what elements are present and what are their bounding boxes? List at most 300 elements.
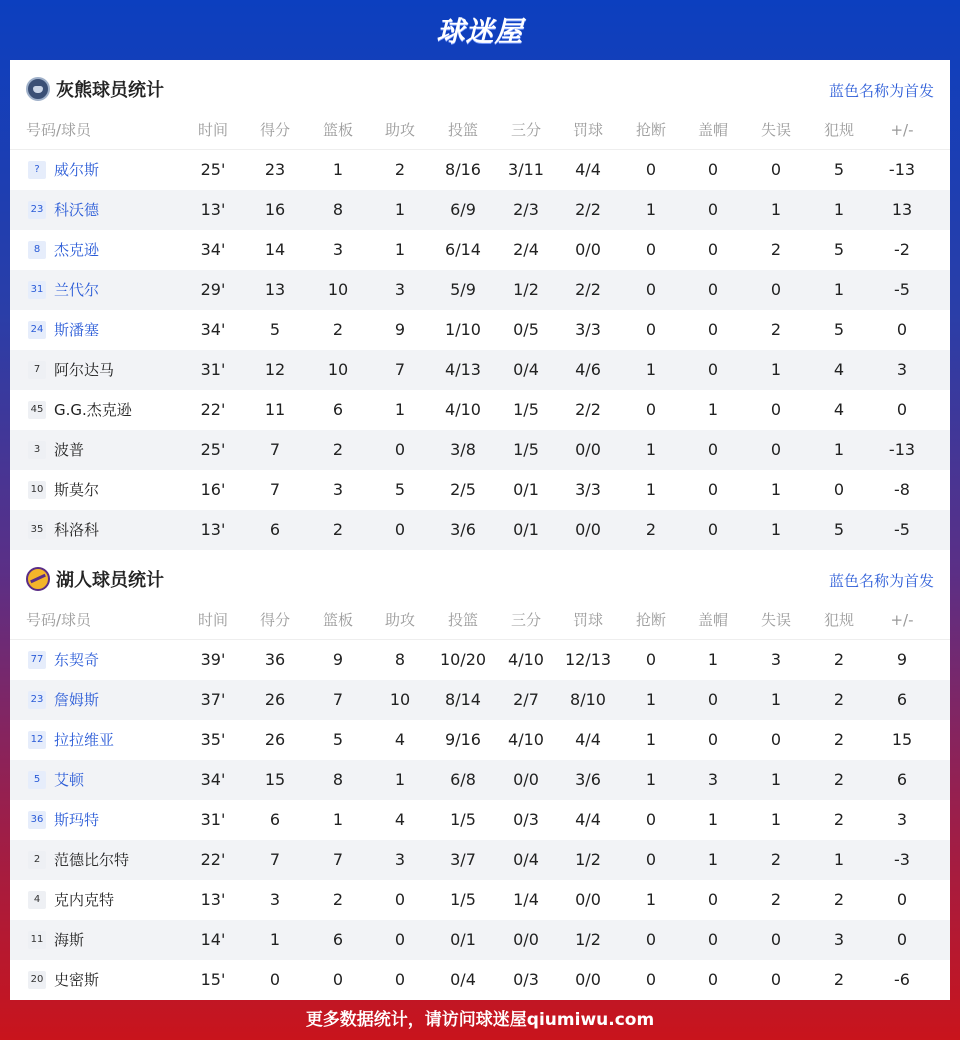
player-name[interactable]: 斯玛特 [54,811,100,829]
stat-cell: 1 [394,770,406,789]
stat-cell: 6 [332,930,344,949]
column-header[interactable]: 失误 [760,611,791,629]
stat-cell: 2/7 [513,690,539,709]
stat-cell: 1/5 [513,440,539,459]
stat-cell: 5 [833,240,845,259]
stat-cell: 0/0 [575,970,601,989]
stat-cell: 0/4 [450,970,476,989]
stat-cell: 0 [770,930,782,949]
stat-cell: 6 [269,520,281,539]
player-row[interactable] [10,840,950,880]
player-row[interactable] [10,270,950,310]
jersey-number: 4 [28,891,46,909]
stat-cell: 5 [332,730,344,749]
lakers-logo-icon [26,567,50,591]
player-row[interactable] [10,310,950,350]
stat-cell: 2 [833,730,845,749]
jersey-number: 23 [28,691,46,709]
stat-cell: 0 [394,890,406,909]
stat-cell: 9 [896,650,908,669]
stat-cell: 3 [394,280,406,299]
stat-cell: 0 [645,970,657,989]
column-header[interactable]: 助攻 [384,611,415,629]
stat-cell: 1 [645,730,657,749]
stat-cell: 0 [645,240,657,259]
stat-cell: 1 [707,810,719,829]
stat-cell: 8 [394,650,406,669]
stat-cell: 3 [332,480,344,499]
stat-cell: 36 [264,650,286,669]
stat-cell: 10 [389,690,411,709]
starter-note: 蓝色名称为首发 [828,572,934,590]
stat-cell: 13' [200,200,226,219]
stat-cell: 0/0 [513,770,539,789]
player-row[interactable] [10,390,950,430]
stat-cell: 13 [264,280,286,299]
stat-cell: 2 [332,440,344,459]
stat-cell: 1 [770,480,782,499]
player-row[interactable] [10,350,950,390]
stat-cell: 4/10 [508,730,544,749]
player-name[interactable]: 杰克逊 [54,241,100,259]
stat-cell: 1 [394,240,406,259]
stat-cell: 0/3 [513,970,539,989]
stat-cell: 2/2 [575,280,601,299]
stat-cell: 2 [770,240,782,259]
stat-cell: 4/10 [508,650,544,669]
stat-cell: 2 [833,890,845,909]
stat-cell: 3 [770,650,782,669]
jersey-number: ? [28,161,46,179]
stat-cell: 39' [200,650,226,669]
stat-cell: 6 [896,770,908,789]
jersey-number: 20 [28,971,46,989]
stat-cell: 0 [394,520,406,539]
stat-cell: 0 [645,160,657,179]
stat-cell: 1/5 [450,810,476,829]
stat-cell: 3/3 [575,320,601,339]
stat-cell: 3/11 [508,160,544,179]
stat-cell: 5 [833,320,845,339]
stat-cell: 13 [891,200,913,219]
stat-cell: 1 [770,810,782,829]
jersey-number: 10 [28,481,46,499]
stat-cell: 0 [269,970,281,989]
stat-cell: 0 [707,520,719,539]
stat-cell: 1 [645,440,657,459]
column-header[interactable]: 罚球 [572,611,603,629]
starter-note: 蓝色名称为首发 [828,82,934,100]
stat-cell: -13 [888,160,916,179]
stat-cell: 0/0 [575,440,601,459]
stat-cell: 2 [332,890,344,909]
grizzlies-logo-icon [26,77,50,101]
player-name[interactable]: 斯莫尔 [54,481,100,499]
stat-cell: 3 [833,930,845,949]
player-row[interactable] [10,920,950,960]
jersey-number: 11 [28,931,46,949]
stat-cell: 31' [200,360,226,379]
stat-cell: 0 [707,360,719,379]
stat-cell: 15 [891,730,913,749]
stat-cell: 0/0 [575,890,601,909]
player-row[interactable] [10,680,950,720]
stat-cell: 0 [770,970,782,989]
player-name[interactable]: 史密斯 [54,971,100,989]
stat-cell: 0 [707,970,719,989]
stat-cell: 9 [394,320,406,339]
column-header-row [10,600,950,640]
stat-cell: 1 [707,650,719,669]
player-row[interactable] [10,230,950,270]
stat-cell: 1 [269,930,281,949]
column-header[interactable]: 投篮 [447,121,478,139]
stat-cell: 1 [645,890,657,909]
stat-cell: 12 [264,360,286,379]
stat-cell: 6/9 [450,200,476,219]
column-header[interactable]: +/- [890,121,914,139]
column-header[interactable]: 盖帽 [697,611,728,629]
stat-cell: 8 [332,770,344,789]
column-header-player: 号码/球员 [26,121,92,139]
stat-cell: 6/8 [450,770,476,789]
jersey-number: 35 [28,521,46,539]
player-name[interactable]: 斯潘塞 [54,321,100,339]
stat-cell: 25' [200,440,226,459]
stat-cell: 6 [269,810,281,829]
stat-cell: 0 [896,400,908,419]
column-header[interactable]: 得分 [259,611,290,629]
stat-cell: 7 [269,850,281,869]
player-row[interactable] [10,430,950,470]
stat-cell: 1 [770,770,782,789]
stat-cell: 3/6 [450,520,476,539]
stat-cell: 4/4 [575,160,601,179]
jersey-number: 36 [28,811,46,829]
stat-cell: -8 [894,480,910,499]
column-header[interactable]: 抢断 [635,121,666,139]
stat-cell: 1 [707,850,719,869]
stat-cell: 0/5 [513,320,539,339]
column-header[interactable]: 得分 [259,121,290,139]
stat-cell: 1/2 [575,930,601,949]
player-row[interactable] [10,190,950,230]
column-header[interactable]: 投篮 [447,611,478,629]
column-header-row [10,110,950,150]
stat-cell: 8/10 [570,690,606,709]
column-header[interactable]: 失误 [760,121,791,139]
stat-cell: 3 [707,770,719,789]
stat-cell: -13 [888,440,916,459]
stat-cell: 1 [770,520,782,539]
stat-cell: 2/2 [575,400,601,419]
stat-cell: 31' [200,810,226,829]
column-header[interactable]: 犯规 [823,121,854,139]
stat-cell: 1/5 [450,890,476,909]
stat-cell: 4 [394,810,406,829]
stat-cell: 3 [896,360,908,379]
stat-cell: 34' [200,770,226,789]
column-header[interactable]: 助攻 [384,121,415,139]
stat-cell: 2/2 [575,200,601,219]
stat-cell: 0 [896,320,908,339]
stat-cell: 1 [332,160,344,179]
stat-cell: 34' [200,240,226,259]
stat-cell: 11 [264,400,286,419]
stat-cell: 10 [327,280,349,299]
stat-cell: 0 [645,320,657,339]
stat-cell: 1 [645,200,657,219]
brand-logo: 球迷屋 [436,15,524,48]
stat-cell: 5 [269,320,281,339]
stat-cell: 6 [332,400,344,419]
stat-cell: 0 [707,200,719,219]
stat-cell: 1 [707,400,719,419]
player-row[interactable] [10,640,950,680]
stat-cell: 29' [200,280,226,299]
stat-cell: 1 [833,850,845,869]
player-row[interactable] [10,960,950,1000]
player-row[interactable] [10,150,950,190]
stat-cell: 0 [896,890,908,909]
stat-cell: 1 [645,770,657,789]
player-name[interactable]: 艾顿 [54,771,85,789]
jersey-number: 77 [28,651,46,669]
stat-cell: 0 [770,400,782,419]
stat-cell: 0 [707,240,719,259]
stat-cell: 2/3 [513,200,539,219]
column-header[interactable]: 篮板 [322,121,353,139]
stat-cell: 3/8 [450,440,476,459]
column-header[interactable]: 罚球 [572,121,603,139]
player-name[interactable]: 兰代尔 [54,281,100,299]
stat-cell: 2 [833,690,845,709]
stat-cell: 7 [269,480,281,499]
column-header[interactable]: 犯规 [823,611,854,629]
stat-cell: 4/10 [445,400,481,419]
stat-cell: 0 [707,730,719,749]
stat-cell: 1/2 [513,280,539,299]
footer-banner[interactable]: 更多数据统计，请访问球迷屋qiumiwu.com [305,1010,655,1030]
stat-cell: 13' [200,890,226,909]
column-header[interactable]: 时间 [197,611,228,629]
stat-cell: 23 [264,160,286,179]
player-name[interactable]: 威尔斯 [54,161,100,179]
stat-cell: 8/16 [445,160,481,179]
stat-cell: 4 [394,730,406,749]
stat-cell: 0/1 [450,930,476,949]
player-row[interactable] [10,720,950,760]
stat-cell: 0 [645,810,657,829]
stat-cell: 0 [707,690,719,709]
stat-cell: 0 [394,970,406,989]
stat-cell: -5 [894,280,910,299]
jersey-number: 3 [28,441,46,459]
column-header[interactable]: 盖帽 [697,121,728,139]
stat-cell: 26 [264,690,286,709]
stat-cell: 0/4 [513,360,539,379]
stat-cell: 4/6 [575,360,601,379]
column-header[interactable]: +/- [890,611,914,629]
stat-cell: 0 [645,930,657,949]
stat-cell: 0/1 [513,520,539,539]
stat-cell: 1/2 [575,850,601,869]
player-name[interactable]: 海斯 [54,931,85,949]
stat-cell: 2 [833,810,845,829]
jersey-number: 23 [28,201,46,219]
stat-cell: 4 [833,400,845,419]
stat-cell: 6 [896,690,908,709]
stat-cell: 0/0 [513,930,539,949]
player-name[interactable]: 东契奇 [54,651,100,669]
stat-cell: 0/1 [513,480,539,499]
player-row[interactable] [10,510,950,550]
stat-cell: 13' [200,520,226,539]
jersey-number: 45 [28,401,46,419]
stat-cell: 1 [645,690,657,709]
stat-cell: 0 [707,440,719,459]
player-row[interactable] [10,470,950,510]
stat-cell: 1 [645,360,657,379]
stat-cell: 14' [200,930,226,949]
stat-cell: 2/4 [513,240,539,259]
stat-cell: 5 [833,160,845,179]
stat-cell: 7 [332,850,344,869]
jersey-number: 2 [28,851,46,869]
stat-cell: 1 [833,440,845,459]
column-header[interactable]: 三分 [510,121,541,139]
stat-cell: 1 [394,200,406,219]
stat-cell: 0 [707,160,719,179]
stat-cell: -5 [894,520,910,539]
stat-cell: 3/7 [450,850,476,869]
stat-cell: 7 [332,690,344,709]
stat-cell: 4/13 [445,360,481,379]
stat-cell: 0 [770,160,782,179]
stat-cell: 5 [833,520,845,539]
stat-cell: 0/0 [575,240,601,259]
stat-cell: 26 [264,730,286,749]
stat-cell: 8 [332,200,344,219]
stat-cell: 15' [200,970,226,989]
team-title: 灰熊球员统计 [56,80,164,101]
stat-cell: 6/14 [445,240,481,259]
stat-cell: 5/9 [450,280,476,299]
stat-cell: 2 [833,970,845,989]
stat-cell: 1 [770,200,782,219]
stat-cell: 3 [394,850,406,869]
stat-cell: 0 [394,930,406,949]
stat-cell: 0 [645,650,657,669]
stat-cell: 2/5 [450,480,476,499]
stat-cell: 1/4 [513,890,539,909]
stat-cell: -2 [894,240,910,259]
stat-cell: 2 [833,770,845,789]
stat-cell: 5 [394,480,406,499]
stat-cell: 3 [269,890,281,909]
jersey-number: 5 [28,771,46,789]
stat-cell: 1 [770,360,782,379]
stat-cell: 2 [645,520,657,539]
stat-cell: 2 [770,890,782,909]
player-name[interactable]: 波普 [54,441,85,459]
player-name[interactable]: 阿尔达马 [54,361,115,379]
stats-panel [10,60,950,1000]
player-row[interactable] [10,800,950,840]
stat-cell: 8/14 [445,690,481,709]
stat-cell: 2 [770,850,782,869]
column-header[interactable]: 三分 [510,611,541,629]
stat-cell: 0/3 [513,810,539,829]
stat-cell: 37' [200,690,226,709]
stat-cell: 7 [394,360,406,379]
player-row[interactable] [10,760,950,800]
stat-cell: 34' [200,320,226,339]
stat-cell: -3 [894,850,910,869]
column-header[interactable]: 时间 [197,121,228,139]
stat-cell: 10/20 [439,650,487,669]
stat-cell: 0/4 [513,850,539,869]
stat-cell: 1/10 [445,320,481,339]
player-name[interactable]: 克内克特 [54,891,115,909]
player-name[interactable]: 科沃德 [54,201,100,219]
stat-cell: 0 [707,280,719,299]
stat-cell: 0 [707,930,719,949]
stat-cell: 0/0 [575,520,601,539]
jersey-number: 31 [28,281,46,299]
player-name[interactable]: 拉拉维亚 [54,731,115,749]
stat-cell: 1 [332,810,344,829]
stat-cell: 2 [332,320,344,339]
stat-cell: 0 [645,280,657,299]
stat-cell: 0 [896,930,908,949]
stat-cell: 2 [394,160,406,179]
column-header[interactable]: 篮板 [322,611,353,629]
top-bar [0,0,960,60]
stat-cell: 2 [833,650,845,669]
stat-cell: 35' [200,730,226,749]
stat-cell: 0 [332,970,344,989]
stat-cell: 22' [200,850,226,869]
stat-cell: 25' [200,160,226,179]
stat-cell: 14 [264,240,286,259]
stat-cell: 3 [332,240,344,259]
stat-cell: 9 [332,650,344,669]
player-name[interactable]: 范德比尔特 [54,851,130,869]
stat-cell: 1 [394,400,406,419]
column-header[interactable]: 抢断 [635,611,666,629]
jersey-number: 12 [28,731,46,749]
stat-cell: 10 [327,360,349,379]
stat-cell: 16' [200,480,226,499]
jersey-number: 8 [28,241,46,259]
stat-cell: 7 [269,440,281,459]
stat-cell: 0 [645,400,657,419]
stat-cell: 0 [770,280,782,299]
stat-cell: 1 [833,200,845,219]
jersey-number: 24 [28,321,46,339]
stat-cell: 3/6 [575,770,601,789]
player-name[interactable]: 詹姆斯 [54,691,100,709]
player-name[interactable]: 科洛科 [54,521,100,539]
stat-cell: 22' [200,400,226,419]
jersey-number: 7 [28,361,46,379]
player-name[interactable]: G.G.杰克逊 [54,401,132,419]
column-header-player: 号码/球员 [26,611,92,629]
stat-cell: 0 [833,480,845,499]
player-row[interactable] [10,880,950,920]
stat-cell: 12/13 [564,650,612,669]
